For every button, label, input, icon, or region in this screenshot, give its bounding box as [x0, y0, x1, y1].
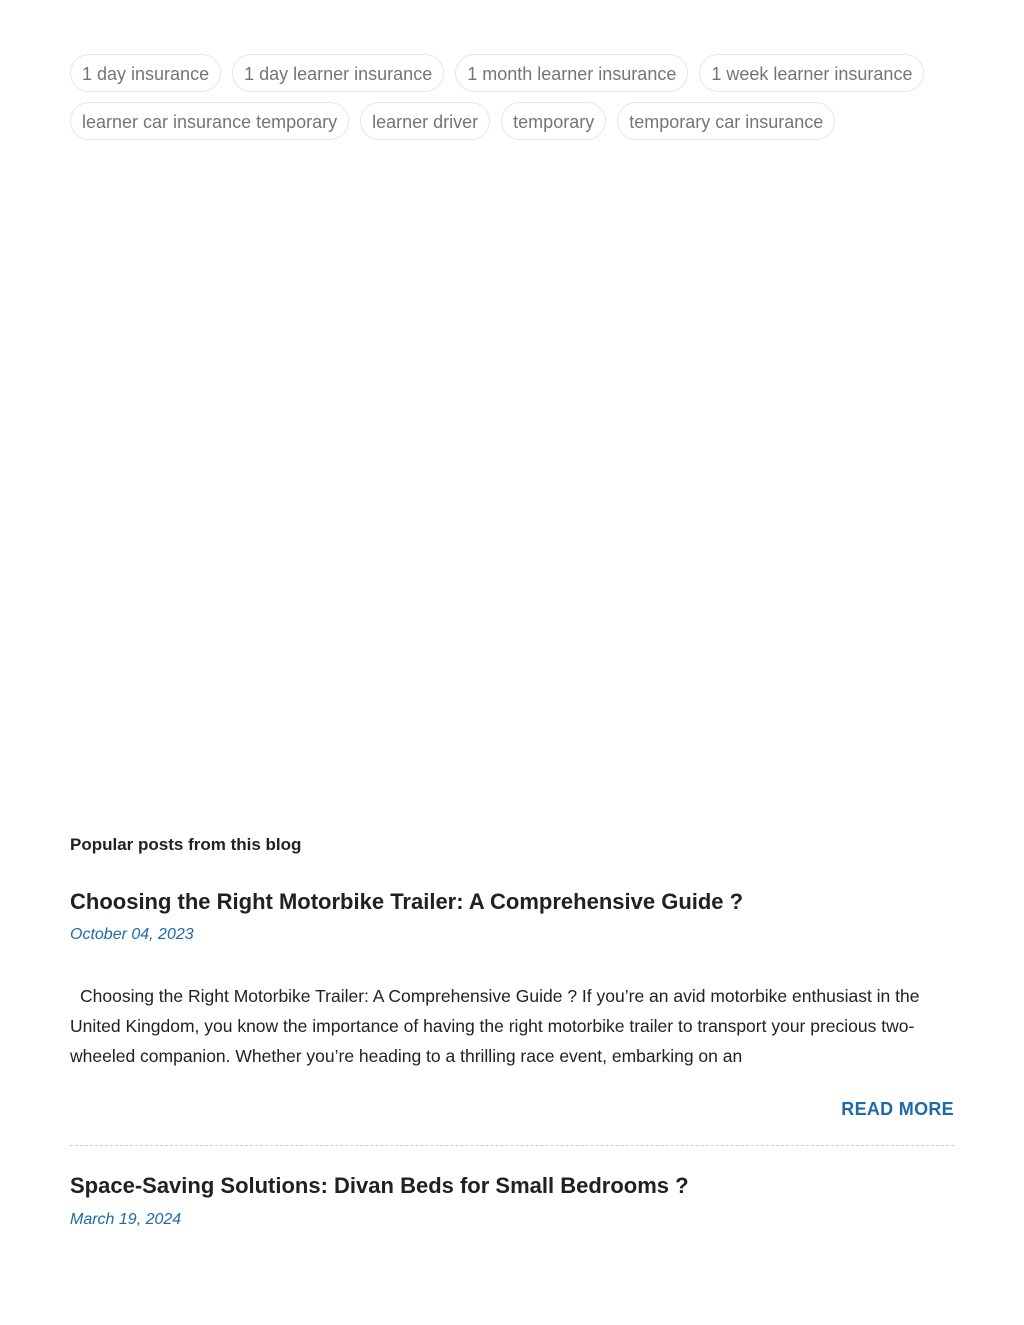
post-date: March 19, 2024	[70, 1211, 182, 1228]
label-link[interactable]: 1 month learner insurance	[455, 54, 688, 92]
label-link[interactable]: temporary car insurance	[617, 102, 835, 140]
label-link[interactable]: learner car insurance temporary	[70, 102, 349, 140]
label-link[interactable]: 1 day insurance	[70, 54, 221, 92]
post-item	[70, 888, 954, 1123]
label-link[interactable]: temporary	[501, 102, 606, 140]
post-snippet: Choosing the Right Motorbike Trailer: A Comprehensive Guide ? If you’re an avid motorbike enthusiast in the United Kingdom, you know the importance of having the right motorbike trailer to transport your precious two-wheeled companion. Whether you’re heading to a thrilling race event, embarking on an	[70, 986, 920, 1066]
popular-posts-section	[70, 834, 954, 1230]
label-row	[70, 102, 950, 140]
post-divider	[70, 1145, 954, 1146]
label-link[interactable]: learner driver	[360, 102, 490, 140]
post-title-link[interactable]: Space-Saving Solutions: Divan Beds for Small Bedrooms ?	[70, 1173, 689, 1198]
read-more-link[interactable]: READ MORE	[841, 1099, 954, 1119]
label-list	[70, 54, 950, 150]
label-link[interactable]: 1 week learner insurance	[699, 54, 924, 92]
label-row	[70, 54, 950, 92]
read-more-container	[70, 1099, 954, 1123]
post-item	[70, 1172, 954, 1230]
post-date: October 04, 2023	[70, 926, 194, 943]
popular-posts-heading: Popular posts from this blog	[70, 835, 302, 854]
post-title-link[interactable]: Choosing the Right Motorbike Trailer: A Comprehensive Guide ?	[70, 889, 744, 914]
label-link[interactable]: 1 day learner insurance	[232, 54, 444, 92]
